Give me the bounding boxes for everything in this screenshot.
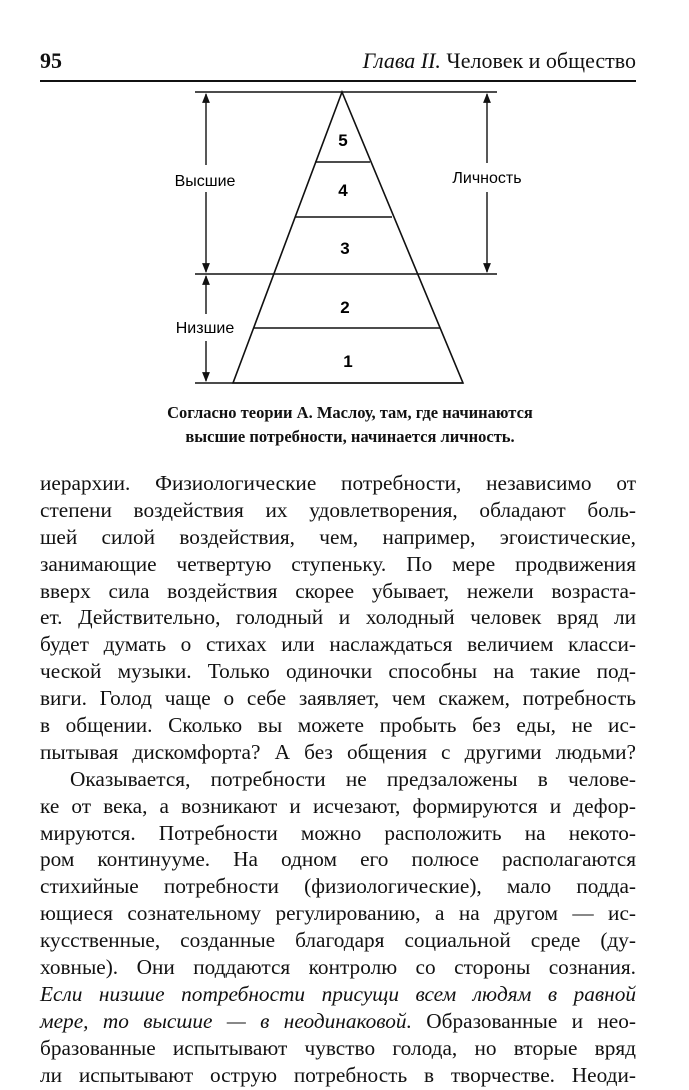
text-line: будет думать о стихах или наслаждаться величием класси- [40, 632, 636, 657]
caption-line: высшие потребности, начинается личность. [185, 427, 515, 446]
maslow-pyramid-figure [0, 0, 689, 400]
text-line: ет. Действительно, голодный и холодный человек вряд ли [40, 605, 636, 630]
chapter-label: Глава II. [362, 48, 441, 73]
text-line: ли испытывают острую потребность в творчестве. Неоди- [40, 1062, 636, 1087]
text-line: ром континууме. На одном его полюсе располагаются [40, 847, 636, 872]
level-3-label: 3 [340, 239, 350, 258]
text-line: иерархии. Физиологические потребности, независимо от [40, 471, 636, 495]
lower-needs-label: Низшие [175, 320, 235, 337]
text-line: вверх сила воздействия скорее убывает, нежели возраста- [40, 578, 636, 603]
higher-needs-label: Высшие [174, 173, 236, 190]
text-line: кусственные, созданные благодаря социальной среде (ду- [40, 928, 636, 953]
text-line: ке от века, а возникают и исчезают, формируются и дефор- [40, 793, 636, 818]
text-line: виги. Голод чаще о себе заявляет, чем скажем, потребность [40, 686, 636, 711]
italic-text-line: Если низшие потребности присущи всем людям в равной [40, 981, 636, 1006]
text-continuation: Образованные и нео- [411, 1008, 636, 1033]
text-line: стихийные потребности (физиологические), мало подда- [40, 874, 636, 899]
text-line: шей силой воздействия, чем, например, эгоистические, [40, 524, 636, 549]
text-line: мируются. Потребности можно расположить на некото- [40, 820, 636, 845]
chapter-title: Человек и общество [446, 48, 636, 73]
body-text [40, 470, 636, 1088]
text-line: пытывая дискомфорта? А без общения с другими людьми? [40, 739, 636, 764]
pyramid-outline [233, 92, 463, 383]
figure-caption [100, 401, 600, 449]
text-line: в общении. Сколько вы можете пробыть без еды, не ис- [40, 713, 636, 738]
level-5-label: 5 [338, 131, 348, 150]
text-line [40, 1008, 636, 1035]
text-line: ющиеся сознательному регулированию, а на другом — ис- [40, 901, 636, 926]
text-line: занимающие четвертую ступеньку. По мере продвижения [40, 551, 636, 576]
level-4-label: 4 [338, 181, 348, 200]
page-number: 95 [40, 48, 62, 73]
level-1-label: 1 [343, 352, 353, 371]
text-line: ческой музыки. Только одиночки способны на такие под- [40, 659, 636, 684]
italic-emphasis: мере, то высшие — в неодинаковой. [40, 1008, 412, 1033]
text-line: Оказывается, потребности не предзаложены в челове- [70, 766, 636, 791]
caption-line: Согласно теории А. Маслоу, там, где начинаются [167, 403, 533, 422]
text-line: степени воздействия их удовлетворения, обладают боль- [40, 497, 636, 522]
text-line: ховные). Они поддаются контролю со стороны сознания. [40, 955, 636, 980]
text-line: бразованные испытывают чувство голода, но вторые вряд [40, 1035, 636, 1060]
personality-label: Личность [452, 170, 522, 187]
level-2-label: 2 [340, 298, 350, 317]
